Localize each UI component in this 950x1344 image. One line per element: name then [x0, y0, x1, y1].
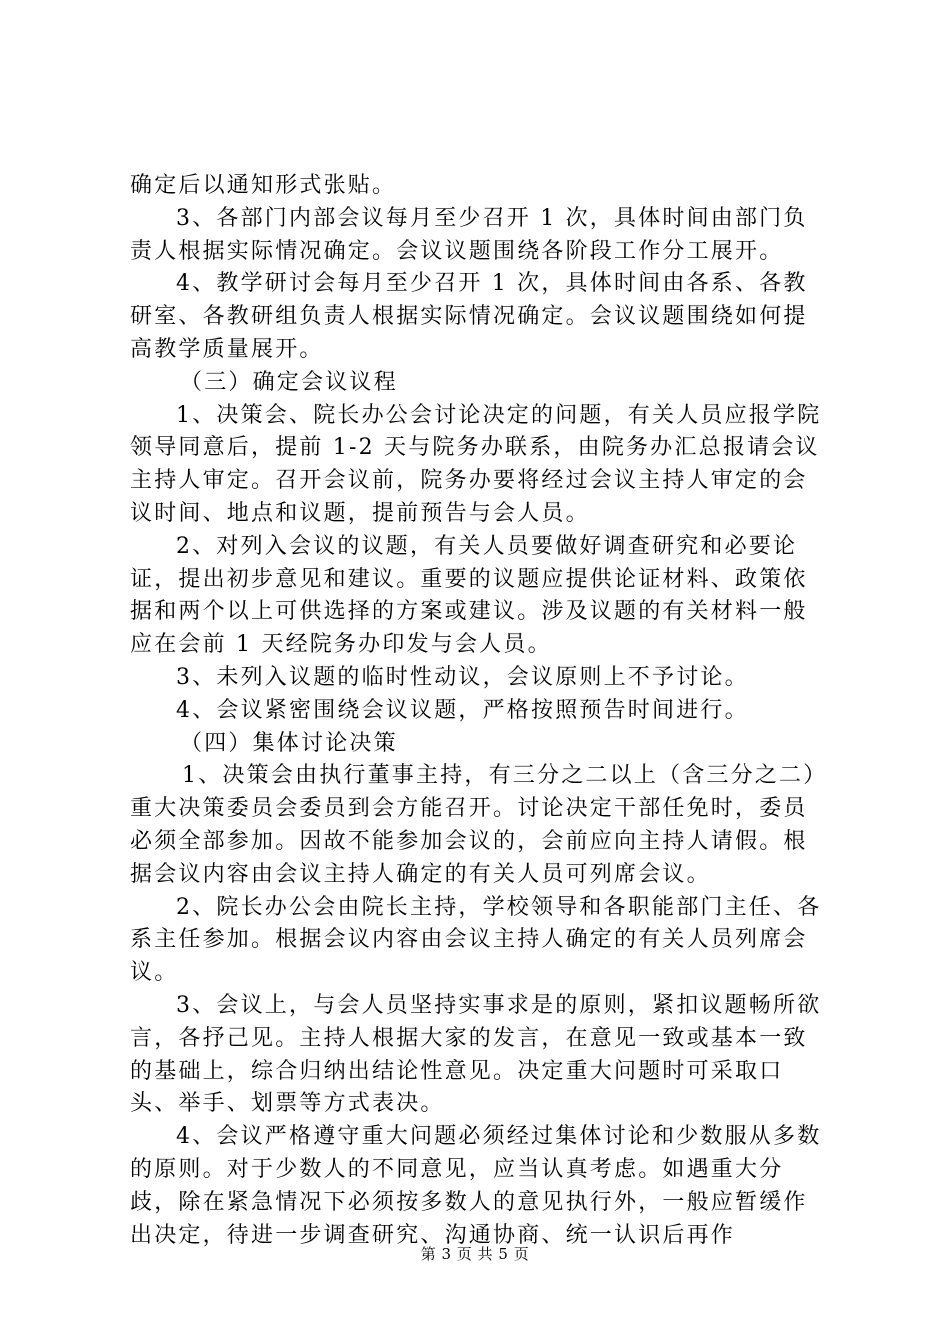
section-heading-3: （三）确定会议议程 [180, 369, 398, 395]
paragraph-decision-1: 1、决策会由执行董事主持，有三分之二以上（含三分之二）重大决策委员会委员到会方能召开。讨论决定干部任免时，委员必须全部参加。因故不能参加会议的，会前应向主持人请假。根据会议内容由会议主持人确定的有关人员可列席会议。 [130, 763, 828, 887]
paragraph-agenda-1: 1、决策会、院长办公会讨论决定的问题，有关人员应报学院领导同意后，提前 1-2 天与院务办联系，由院务办汇总报请会议主持人审定。召开会议前，院务办要将经过会议主持人审定的会议时间、地点和议题，提前预告与会人员。 [130, 402, 822, 526]
paragraph-decision-4: 4、会议严格遵守重大问题必须经过集体讨论和少数服从多数的原则。对于少数人的不同意见，应当认真考虑。如遇重大分歧，除在紧急情况下必须按多数人的意见执行外，一般应暂缓作出决定，待进一步调查研究、沟通协商、统一认识后再作 [130, 1124, 822, 1248]
paragraph-item-3: 3、各部门内部会议每月至少召开 1 次，具体时间由部门负责人根据实际情况确定。会议议题围绕各阶段工作分工展开。 [130, 205, 808, 264]
paragraph-item-4: 4、教学研讨会每月至少召开 1 次，具体时间由各系、各教研室、各教研组负责人根据实际情况确定。会议议题围绕如何提高教学质量展开。 [130, 271, 808, 362]
page-footer: 第 3 页 共 5 页 [420, 1245, 530, 1263]
paragraph-decision-3: 3、会议上，与会人员坚持实事求是的原则，紧扣议题畅所欲言，各抒己见。主持人根据大家的发言，在意见一致或基本一致的基础上，综合归纳出结论性意见。决定重大问题时可采取口头、举手、划票等方式表决。 [130, 992, 822, 1117]
paragraph-agenda-3: 3、未列入议题的临时性动议，会议原则上不予讨论。 [176, 664, 749, 690]
paragraph-agenda-4: 4、会议紧密围绕会议议题，严格按照预告时间进行。 [176, 697, 749, 723]
paragraph-decision-2: 2、院长办公会由院长主持，学校领导和各职能部门主任、各系主任参加。根据会议内容由会议主持人确定的有关人员列席会议。 [130, 894, 822, 986]
paragraph-continuation: 确定后以通知形式张贴。 [130, 173, 397, 198]
document-body [130, 170, 830, 1252]
section-heading-4: （四）集体讨论决策 [180, 730, 398, 756]
paragraph-agenda-2: 2、对列入会议的议题，有关人员要做好调查研究和必要论证，提出初步意见和建议。重要的议题应提供论证材料、政策依据和两个以上可供选择的方案或建议。涉及议题的有关材料一般应在会前 1 天经院务办印发与会人员。 [130, 533, 808, 658]
